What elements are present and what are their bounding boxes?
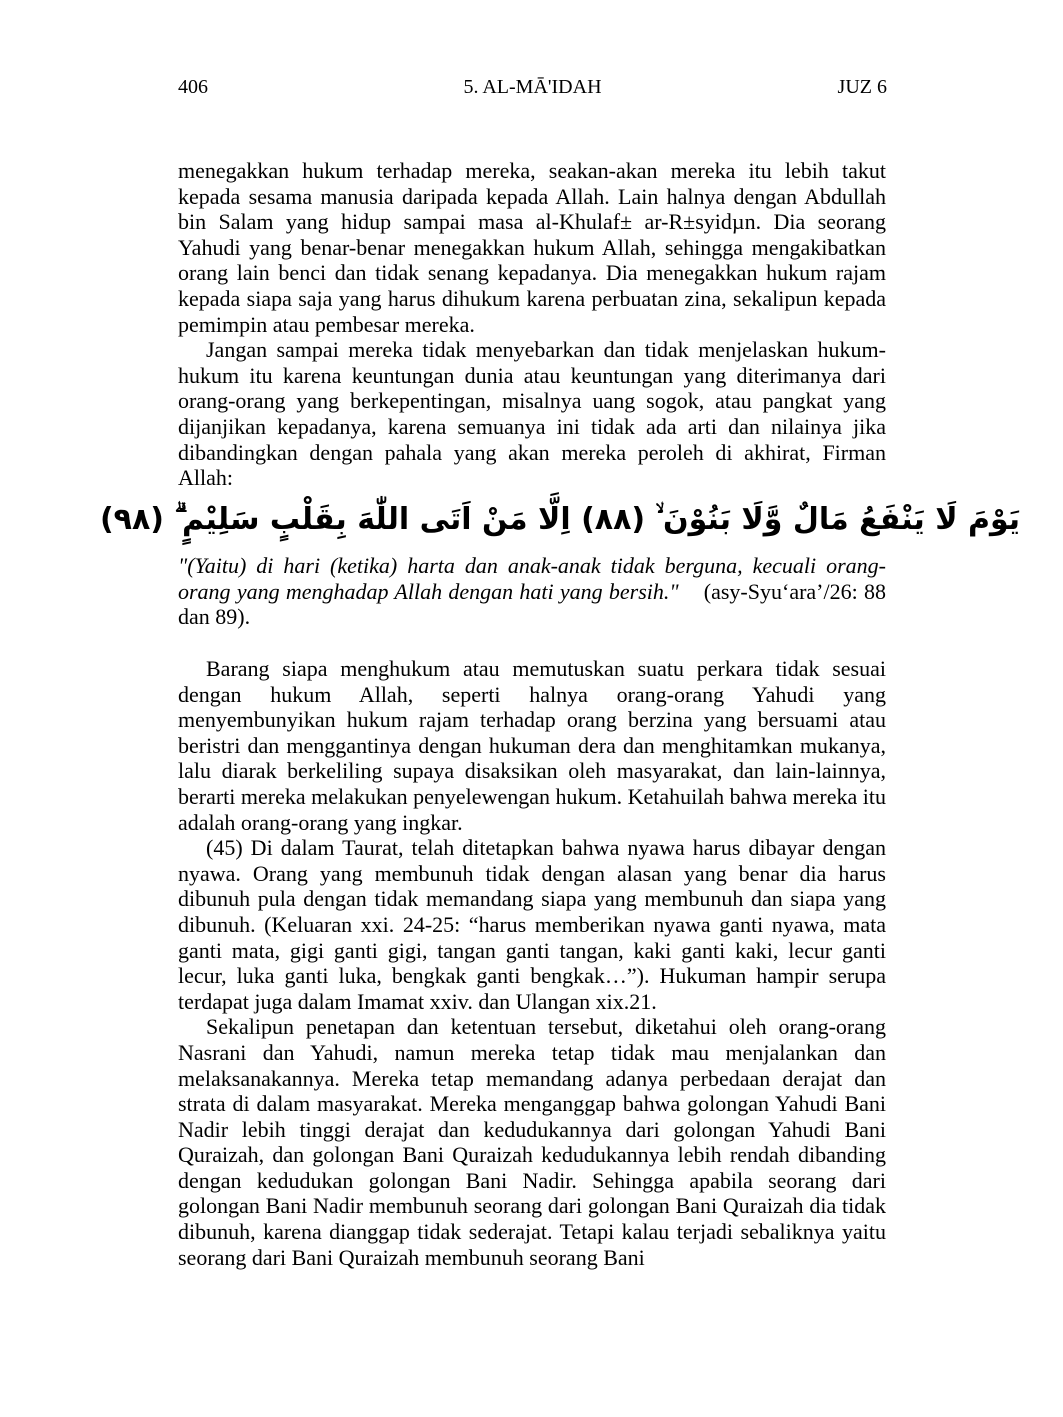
- text-block-bottom: [178, 656, 886, 1270]
- text-block-top: [178, 158, 886, 491]
- translation-text: "(Yaitu) di hari (ketika) harta dan anak-anak tidak berguna, kecuali orang-orang yang menghadap Allah dengan hati yang bersih.": [178, 553, 886, 604]
- verse-translation-block: [178, 553, 886, 630]
- page-number: 406: [178, 76, 208, 98]
- paragraph: (45) Di dalam Taurat, telah ditetapkan bahwa nyawa harus dibayar dengan nyawa. Orang yang membunuh tidak dengan alasan yang benar dia harus dibunuh pula dengan tidak memandang siapa yang membunuh dan siapa yang dibunuh. (Keluaran xxi. 24-25: “harus memberikan nyawa ganti nyawa, mata ganti mata, gigi ganti gigi, tangan ganti tangan, kaki ganti kaki, lecur ganti lecur, luka ganti luka, bengkak ganti bengkak…”). Hukuman hampir serupa terdapat juga dalam Imamat xxiv. dan Ulangan xix.21.: [178, 835, 886, 1014]
- verse-reference: (asy-Syu‘ara’/26: 88 dan 89).: [178, 578, 887, 630]
- paragraph: Barang siapa menghukum atau memutuskan suatu perkara tidak sesuai dengan hukum Allah, seperti halnya orang-orang Yahudi yang menyembunyikan hukum rajam terhadap orang berzina yang bersuami atau beristri dan menggantinya dengan hukuman dera dan menghitamkan mukanya, lalu diarak berkeliling supaya disaksikan oleh masyarakat, dan lain-lainnya, berarti mereka melakukan penyelewengan hukum. Ketahuilah bahwa mereka itu adalah orang-orang yang ingkar.: [178, 656, 886, 835]
- chapter-title: 5. AL-MĀ'IDAH: [463, 76, 602, 98]
- verse-translation: [178, 553, 886, 630]
- paragraph: Jangan sampai mereka tidak menyebarkan dan tidak menjelaskan hukum-hukum itu karena keuntungan dunia atau keuntungan yang diterimanya dari orang-orang yang berkepentingan, misalnya uang sogok, atau pangkat yang dijanjikan kepadanya, karena semuanya ini tidak ada arti dan nilainya jika dibandingkan dengan pahala yang akan mereka peroleh di akhirat, Firman Allah:: [178, 337, 886, 491]
- arabic-verse-text: يَوْمَ لَا يَنْفَعُ مَالٌ وَّلَا بَنُوْنَ ۙ (٨٨) اِلَّا مَنْ اَتَى اللّٰهَ بِقَلْبٍ سَلِيْمٍ ۗ (٨٩): [99, 502, 1021, 537]
- page-header: [178, 72, 887, 102]
- paragraph: menegakkan hukum terhadap mereka, seakan-akan mereka itu lebih takut kepada sesama manusia daripada kepada Allah. Lain halnya dengan Abdullah bin Salam yang hidup sampai masa al-Khulaf± ar-R±syidµn. Dia seorang Yahudi yang benar-benar menegakkan hukum Allah, sehingga mengakibatkan orang lain benci dan tidak senang kepadanya. Dia menegakkan hukum rajam kepada siapa saja yang harus dihukum karena perbuatan zina, sekalipun kepada pemimpin atau pembesar mereka.: [178, 158, 886, 337]
- juz-label: JUZ 6: [837, 76, 887, 98]
- quran-verse: [99, 492, 1021, 548]
- paragraph: Sekalipun penetapan dan ketentuan tersebut, diketahui oleh orang-orang Nasrani dan Yahudi, namun mereka tetap tidak mau menjalankan dan melaksanakannya. Mereka tetap memandang adanya perbedaan derajat dan strata di dalam masyarakat. Mereka menganggap bahwa golongan Yahudi Bani Nadir lebih tinggi derajat dan kedudukannya dari golongan Yahudi Bani Quraizah, dan golongan Bani Quraizah kedudukannya lebih rendah dibanding dengan kedudukan golongan Bani Nadir. Sehingga apabila seorang dari golongan Bani Nadir membunuh seorang dari golongan Bani Quraizah dia tidak dibunuh, karena dianggap tidak sederajat. Tetapi kalau terjadi sebaliknya yaitu seorang dari Bani Quraizah membunuh seorang Bani: [178, 1014, 886, 1270]
